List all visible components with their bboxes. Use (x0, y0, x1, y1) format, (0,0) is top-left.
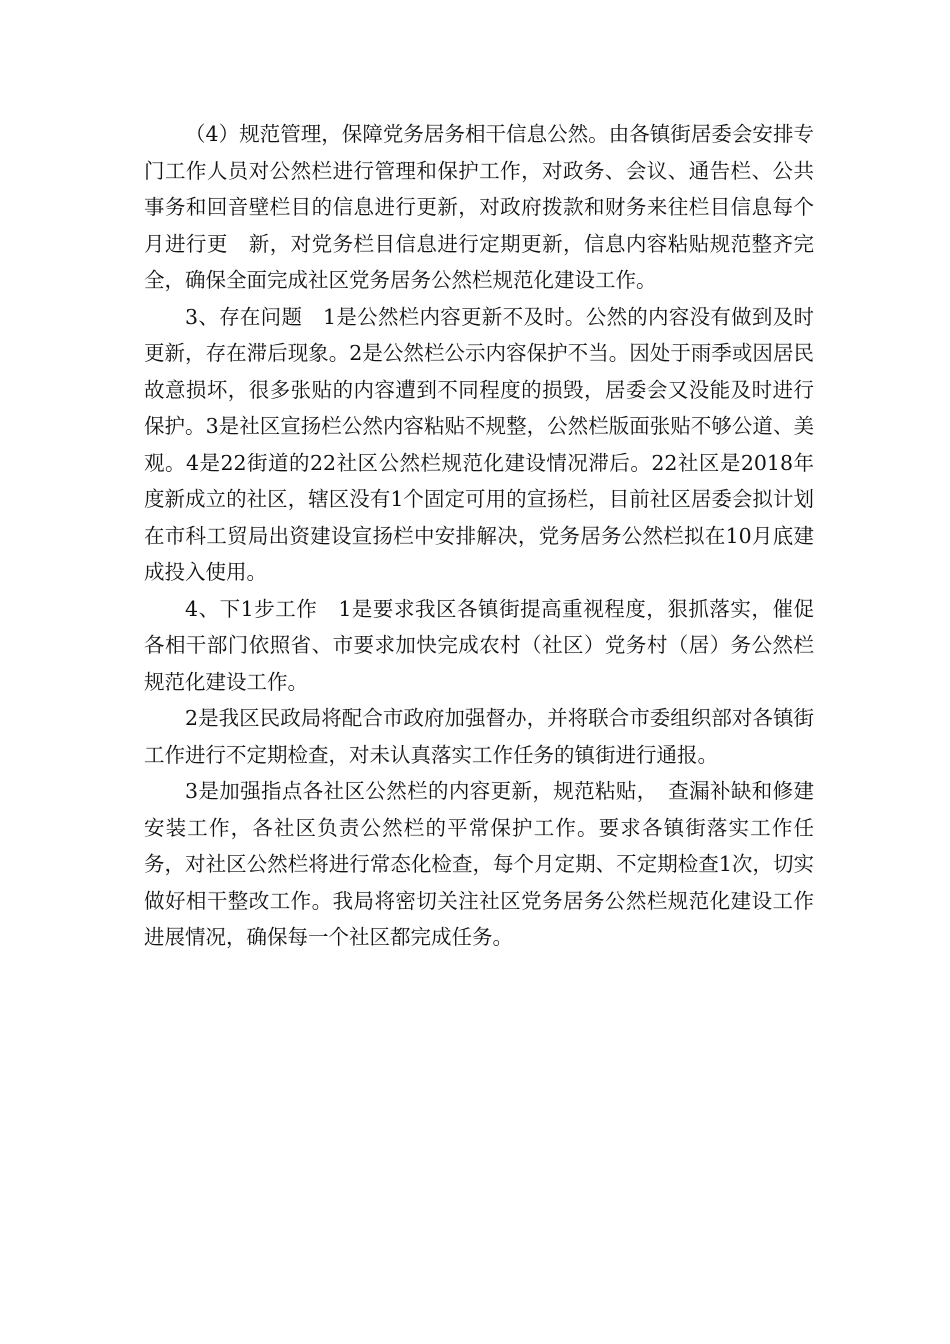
paragraph-guidance: 3是加强指点各社区公然栏的内容更新，规范粘贴， 查漏补缺和修建安装工作，各社区负责公然栏的平常保护工作。要求各镇街落实工作任务，对社区公然栏将进行常态化检查，每个月定期、不定期检查1次，切实做好相干整改工作。我局将密切关注社区党务居务公然栏规范化建设工作进展情况，确保每一个社区都完成任务。 (144, 779, 814, 949)
paragraph-supervision: 2是我区民政局将配合市政府加强督办，并将联合市委组织部对各镇街工作进行不定期检查，对未认真落实工作任务的镇街进行通报。 (144, 706, 814, 767)
paragraph-existing-problems: 3、存在问题 1是公然栏内容更新不及时。公然的内容没有做到及时更新，存在滞后现象。2是公然栏公示内容保护不当。因处于雨季或因居民故意损坏，很多张贴的内容遭到不同程度的损毁，居委会又没能及时进行保护。3是社区宣扬栏公然内容粘贴不规整，公然栏版面张贴不够公道、美观。4是22街道的22社区公然栏规范化建设情况滞后。22社区是2018年度新成立的社区，辖区没有1个固定可用的宣扬栏，目前社区居委会拟计划在市科工贸局出资建设宣扬栏中安排解决，党务居务公然栏拟在10月底建成投入使用。 (144, 304, 814, 584)
document-body (144, 116, 814, 956)
paragraph-next-steps: 4、下1步工作 1是要求我区各镇街提高重视程度，狠抓落实，催促各相干部门依照省、市要求加快完成农村（社区）党务村（居）务公然栏规范化建设工作。 (144, 596, 814, 694)
paragraph-management: （4）规范管理，保障党务居务相干信息公然。由各镇街居委会安排专门工作人员对公然栏进行管理和保护工作，对政务、会议、通告栏、公共事务和回音壁栏目的信息进行更新，对政府拨款和财务来往栏目信息每个月进行更 新，对党务栏目信息进行定期更新，信息内容粘贴规范整齐完全，确保全面完成社区党务居务公然栏规范化建设工作。 (144, 122, 814, 292)
